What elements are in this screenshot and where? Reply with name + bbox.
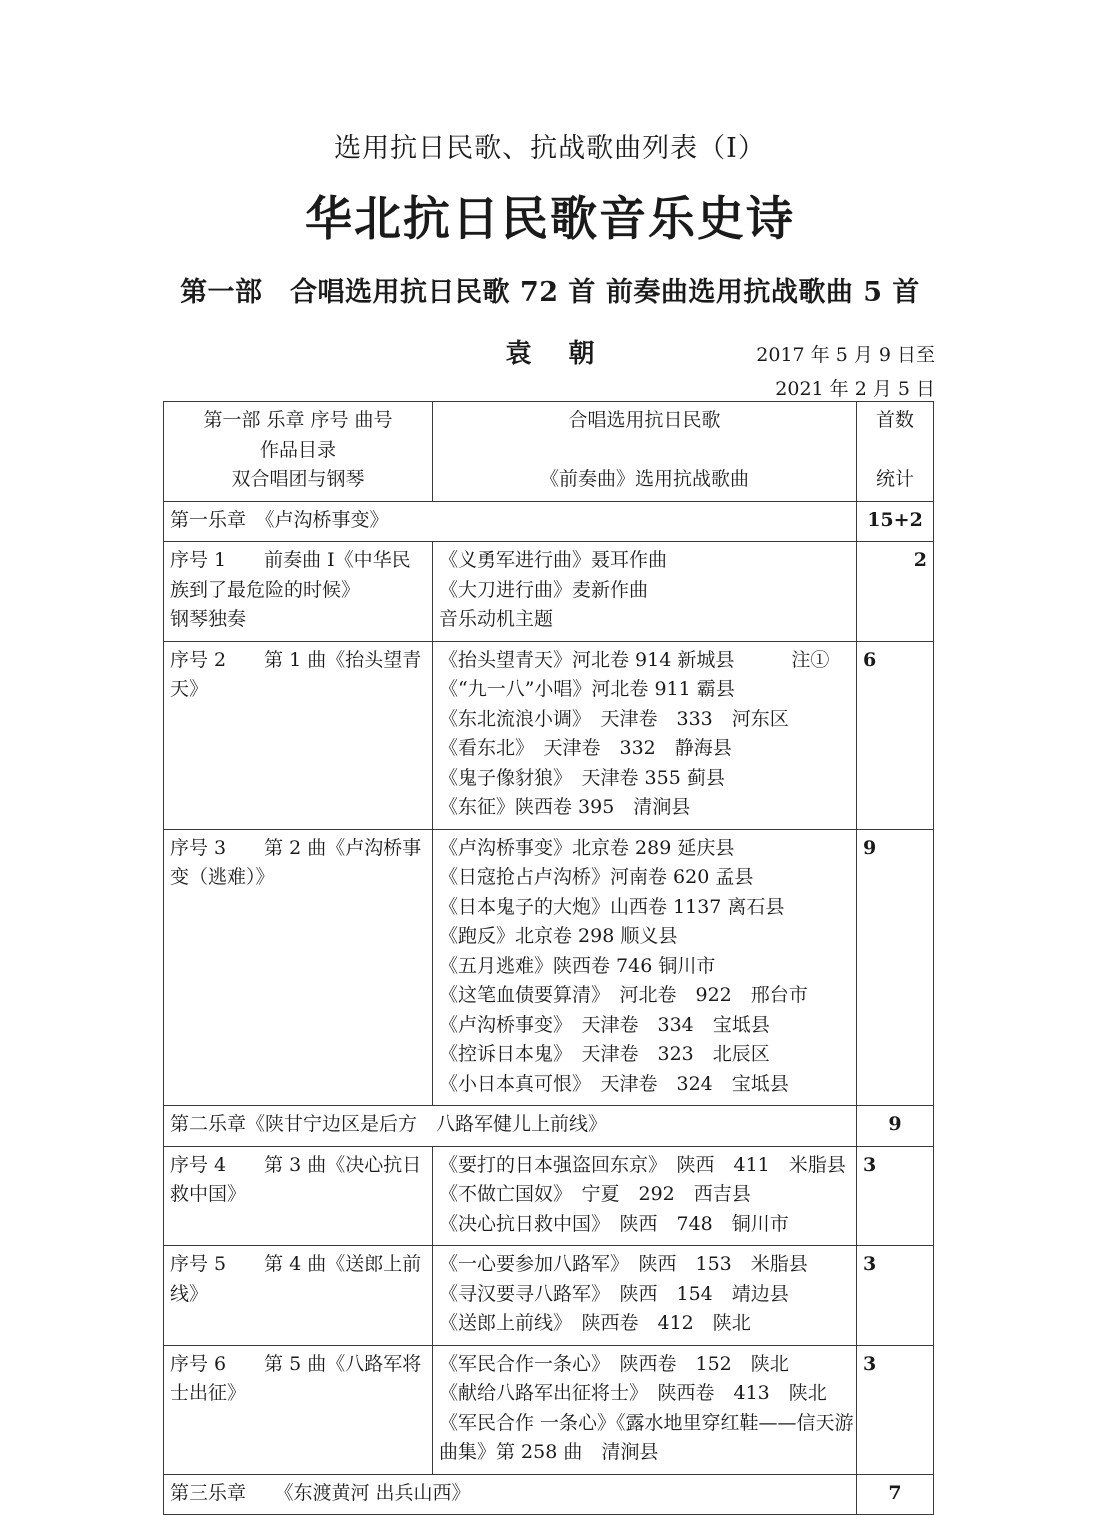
songs-table [163, 401, 934, 1515]
document-title: 华北抗日民歌音乐史诗 [305, 192, 795, 247]
date-from: 2017 年 5 月 9 日至 [756, 344, 935, 366]
date-to: 2021 年 2 月 5 日 [775, 378, 935, 400]
date-range [685, 338, 935, 406]
songs-table-body [164, 402, 934, 1515]
entry-row [164, 1146, 934, 1246]
entry-catalog-line: 救中国》 [170, 1183, 247, 1205]
song-line: 《日寇抢占卢沟桥》河南卷 620 孟县 [439, 866, 754, 888]
movement-title: 第一乐章 《卢沟桥事变》 [164, 501, 857, 542]
entry-catalog-line: 天》 [170, 678, 209, 700]
entry-catalog-line: 序号 3 第 2 曲《卢沟桥事 [170, 836, 422, 859]
entry-catalog-line: 士出征》 [170, 1382, 247, 1404]
movement-count: 9 [857, 1106, 934, 1147]
entry-songs-cell [433, 542, 857, 642]
song-line: 《要打的日本强盗回东京》 陕西 411 米脂县 [439, 1153, 846, 1176]
entry-row [164, 641, 934, 829]
entry-count: 2 [857, 542, 934, 642]
song-line: 《军民合作 一条心》《露水地里穿红鞋——信天游 [439, 1411, 854, 1434]
song-line: 《寻汉要寻八路军》 陕西 154 靖边县 [439, 1282, 789, 1305]
song-line: 《鬼子像豺狼》 天津卷 355 蓟县 [439, 766, 725, 789]
entry-row [164, 1345, 934, 1474]
movement-title: 第二乐章《陕甘宁边区是后方 八路军健儿上前线》 [164, 1106, 857, 1147]
header-line: 作品目录 [259, 438, 336, 461]
song-line: 《不做亡国奴》 宁夏 292 西吉县 [439, 1183, 751, 1205]
song-line: 《“九一八”小唱》河北卷 911 霸县 [439, 678, 735, 700]
header-cell-songs [433, 402, 857, 502]
song-line: 《大刀进行曲》麦新作曲 [439, 578, 649, 601]
song-line: 《卢沟桥事变》 天津卷 334 宝坻县 [439, 1013, 770, 1036]
song-line: 《军民合作一条心》 陕西卷 152 陕北 [439, 1352, 789, 1375]
song-line: 《献给八路军出征将士》 陕西卷 413 陕北 [439, 1382, 827, 1404]
song-line: 音乐动机主题 [439, 608, 554, 630]
song-line: 《小日本真可恨》 天津卷 324 宝坻县 [439, 1072, 789, 1095]
movement-count: 7 [857, 1474, 934, 1515]
movement-title: 第三乐章 《东渡黄河 出兵山西》 [164, 1474, 857, 1515]
movement-row [164, 1106, 934, 1147]
entry-catalog-cell [164, 1345, 433, 1474]
song-line: 《决心抗日救中国》 陕西 748 铜川市 [439, 1212, 789, 1235]
entry-count: 3 [857, 1246, 934, 1346]
movement-count: 15+2 [857, 501, 934, 542]
song-line: 《跑反》北京卷 298 顺义县 [439, 925, 678, 947]
entry-count: 9 [857, 829, 934, 1106]
songs-table-wrapper [163, 401, 933, 1515]
header-line: 统计 [875, 468, 914, 490]
entry-songs-cell [433, 1246, 857, 1346]
entry-catalog-cell [164, 1146, 433, 1246]
song-line: 《这笔血债要算清》 河北卷 922 邢台市 [439, 984, 808, 1006]
table-header-row [164, 402, 934, 502]
movement-row [164, 501, 934, 542]
entry-catalog-line: 变（逃难）》 [170, 866, 275, 888]
song-line: 《抬头望青天》河北卷 914 新城县 注① [439, 648, 830, 671]
entry-songs-cell [433, 641, 857, 829]
document-part-line: 第一部 合唱选用抗日民歌 72 首 前奏曲选用抗战歌曲 5 首 [180, 277, 920, 308]
header-cell-count [857, 402, 934, 502]
song-line: 《一心要参加八路军》 陕西 153 米脂县 [439, 1253, 808, 1275]
song-line: 《义勇军进行曲》聂耳作曲 [439, 549, 668, 571]
entry-count: 3 [857, 1146, 934, 1246]
entry-songs-cell [433, 1146, 857, 1246]
header-line: 双合唱团与钢琴 [231, 468, 365, 490]
entry-catalog-cell [164, 641, 433, 829]
movement-row [164, 1474, 934, 1515]
entry-catalog-line: 序号 2 第 1 曲《抬头望青 [170, 648, 422, 671]
song-line: 《控诉日本鬼》 天津卷 323 北辰区 [439, 1043, 770, 1065]
entry-row [164, 542, 934, 642]
entry-catalog-line: 钢琴独奏 [170, 608, 247, 630]
song-line: 《卢沟桥事变》北京卷 289 延庆县 [439, 836, 735, 859]
entry-songs-cell [433, 829, 857, 1106]
entry-songs-cell [433, 1345, 857, 1474]
entry-catalog-cell [164, 542, 433, 642]
entry-row [164, 829, 934, 1106]
header-spacer [863, 436, 927, 466]
header-cell-catalog [164, 402, 433, 502]
entry-catalog-line: 序号 1 前奏曲 I《中华民 [170, 549, 411, 571]
entry-catalog-line: 序号 6 第 5 曲《八路军将 [170, 1352, 422, 1375]
song-line: 《送郎上前线》 陕西卷 412 陕北 [439, 1312, 751, 1334]
entry-catalog-cell [164, 1246, 433, 1346]
entry-catalog-line: 序号 5 第 4 曲《送郎上前 [170, 1253, 422, 1275]
header-spacer [439, 436, 850, 466]
song-line: 曲集》第 258 曲 清涧县 [439, 1441, 659, 1463]
header-line: 首数 [875, 409, 914, 431]
song-line: 《看东北》 天津卷 332 静海县 [439, 737, 732, 759]
header-line: 合唱选用抗日民歌 [568, 409, 721, 431]
header-line: 第一部 乐章 序号 曲号 [203, 409, 393, 431]
author-name: 袁 朝 [505, 339, 609, 369]
entry-catalog-line: 序号 4 第 3 曲《决心抗日 [170, 1153, 422, 1176]
entry-catalog-cell [164, 829, 433, 1106]
document-subtitle: 选用抗日民歌、抗战歌曲列表（Ⅰ） [334, 133, 766, 164]
song-line: 《五月逃难》陕西卷 746 铜川市 [439, 954, 716, 977]
entry-catalog-line: 族到了最危险的时候》 [170, 578, 361, 601]
header-line: 《前奏曲》选用抗战歌曲 [539, 468, 749, 490]
entry-count: 6 [857, 641, 934, 829]
entry-row [164, 1246, 934, 1346]
entry-catalog-line: 线》 [170, 1282, 209, 1305]
song-line: 《日本鬼子的大炮》山西卷 1137 离石县 [439, 895, 785, 918]
song-line: 《东征》陕西卷 395 清涧县 [439, 796, 691, 818]
entry-count: 3 [857, 1345, 934, 1474]
song-line: 《东北流浪小调》 天津卷 333 河东区 [439, 707, 789, 730]
